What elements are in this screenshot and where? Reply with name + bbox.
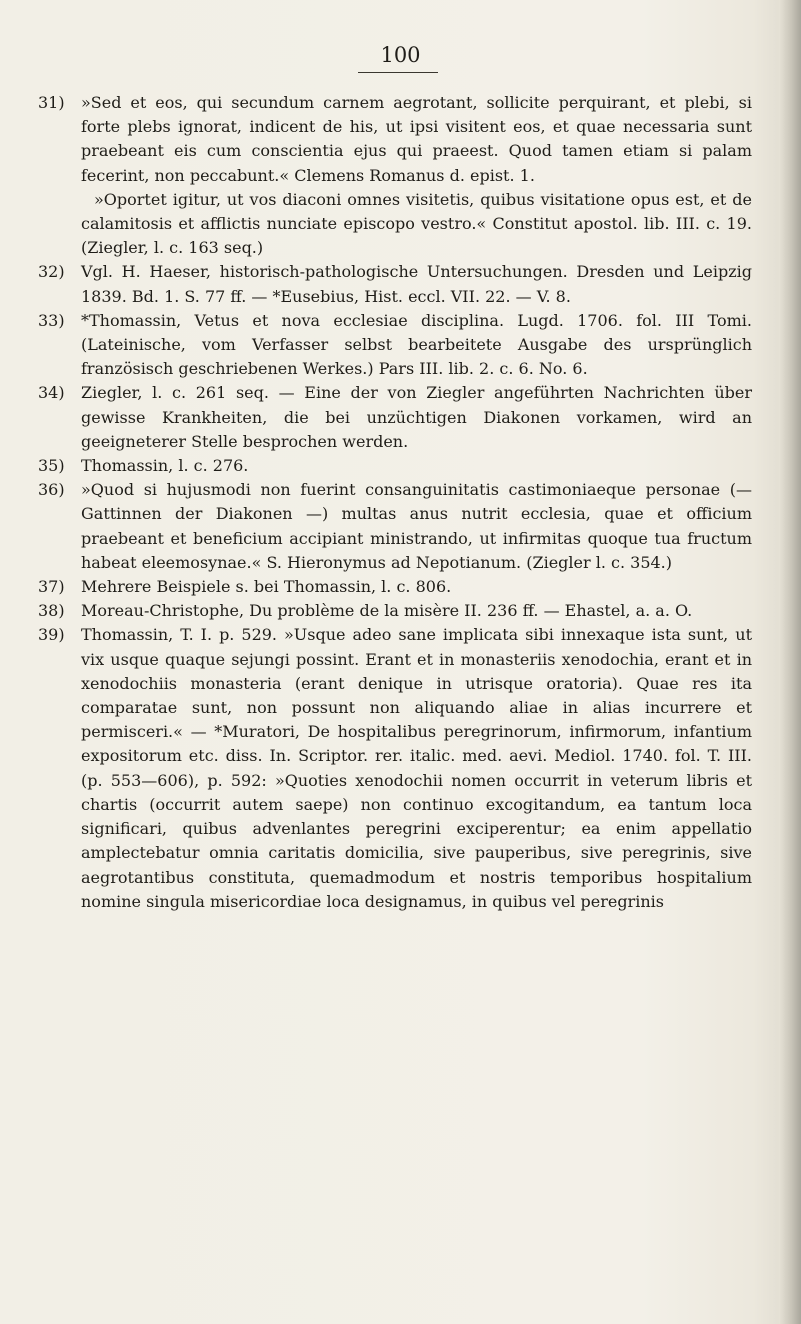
footnote-number: 38) (38, 601, 65, 621)
footnote-text: »Quod si hujusmodi non fuerint consanguinitatis castimoniaeque personae (— Gattinnen der Diakonen —) multas anus nutrit ecclesia, quae et officium praebeant et beneficium accipiant ministrando, ut infirmitas quoque tua fructum habeat eleemosynae.« S. Hieronymus ad Nepotianum. (Ziegler l. c. 354.) (81, 480, 752, 572)
footnote-number: 37) (38, 577, 65, 597)
footnote-text: Ziegler, l. c. 261 seq. — Eine der von Ziegler angeführten Nachrichten über gewisse Krankheiten, die bei unzüchtigen Diakonen vorkamen, wird an geeigneterer Stelle besprochen werden. (81, 383, 752, 451)
footnote-number: 34) (38, 383, 65, 403)
footnote-31 (38, 91, 752, 260)
footnote-text: »Oportet igitur, ut vos diaconi omnes visitetis, quibus visitatione opus est, et de calamitosis et afflictis nunciate episcopo vestro.« Constitut apostol. lib. III. c. 19. (Ziegler, l. c. 163 seq.) (81, 189, 752, 258)
footnote-33 (38, 309, 752, 382)
footnote-number: 33) (38, 310, 65, 330)
footnote-38 (38, 599, 752, 623)
footnote-number: 39) (38, 625, 65, 645)
footnote-32 (38, 260, 752, 308)
footnote-number: 35) (38, 456, 65, 476)
footnote-37 (38, 575, 752, 599)
page-number-rule (358, 72, 438, 73)
footnote-text: Mehrere Beispiele s. bei Thomassin, l. c. 806. (81, 577, 452, 597)
footnote-text: Moreau-Christophe, Du problème de la misère II. 236 ff. — Ehastel, a. a. O. (81, 601, 693, 621)
footnote-number: 32) (38, 262, 65, 282)
footnote-34 (38, 381, 752, 454)
page-edge (779, 0, 801, 1324)
footnote-text: »Sed et eos, qui secundum carnem aegrotant, sollicite perquirant, et plebi, si forte plebs ignorat, indicent de his, ut ipsi visitent eos, et quae necessaria sunt praebeant eis cum conscientia ejus qui praeest. Quod tamen etiam si palam fecerint, non peccabunt.« Clemens Romanus d. epist. 1. (81, 93, 752, 185)
footnote-text: Thomassin, T. I. p. 529. »Usque adeo sane implicata sibi innexaque ista sunt, ut vix usque quaque sejungi possint. Erant et in monasteriis xenodochia, erant et in xenodochiis monasteria (erant denique in utrisque oratoria). Quae res ita comparatae sunt, non possunt non aliquando aliae in alias incurrere et permisceri.« — *Muratori, De hospitalibus peregrinorum, infirmorum, infantium expositorum etc. diss. In. Scriptor. rer. italic. med. aevi. Mediol. 1740. fol. T. III. (p. 553—606), p. 592: »Quoties xenodochii nomen occurrit in veterum libris et chartis (occurrit autem saepe) non continuo excogitandum, ea tantum loca significari, quibus advenlantes peregrini exciperentur; ea enim appellatio amplectebatur omnia caritatis domicilia, sive pauperibus, sive peregrinis, sive aegrotantibus constituta, quemadmodum et nostris temporibus hospitalium nomine singula misericordiae loca designamus, in quibus vel peregrinis (81, 625, 752, 911)
footnote-text: Thomassin, l. c. 276. (81, 456, 249, 476)
footnote-36 (38, 478, 752, 575)
footnotes (38, 91, 752, 914)
page-number: 100 (380, 43, 421, 67)
footnote-number: 36) (38, 480, 65, 500)
footnote-35 (38, 454, 752, 478)
footnote-number: 31) (38, 93, 65, 112)
footnote-39 (38, 623, 752, 913)
footnote-text: Vgl. H. Haeser, historisch-pathologische Untersuchungen. Dresden und Leipzig 1839. Bd. 1. S. 77 ff. — *Eusebius, Hist. eccl. VII. 22. — V. 8. (81, 262, 752, 306)
footnote-text: *Thomassin, Vetus et nova ecclesiae disciplina. Lugd. 1706. fol. III Tomi. (Lateinische, vom Verfasser selbst bearbeitete Ausgabe des ursprünglich französisch geschriebenen Werkes.) Pars III. lib. 2. c. 6. No. 6. (81, 310, 752, 379)
